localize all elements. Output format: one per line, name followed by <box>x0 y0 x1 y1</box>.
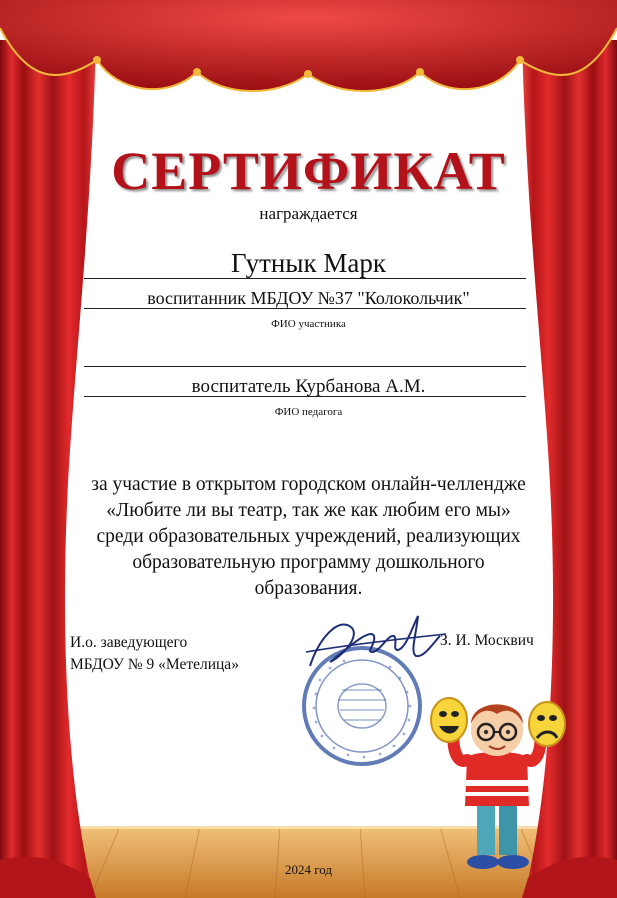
description-line: образовательную программу дошкольного <box>132 552 485 573</box>
description-line: образования. <box>254 578 363 599</box>
blank-underline <box>84 366 526 367</box>
description-line: за участие в открытом городском онлайн-челлендже <box>91 474 526 495</box>
awarded-label: награждается <box>259 204 358 223</box>
description-paragraph <box>60 472 557 602</box>
participant-name-underline <box>84 278 526 279</box>
participant-info-underline <box>84 308 526 309</box>
boy-with-masks-icon <box>425 680 575 880</box>
teacher-name-underline <box>84 396 526 397</box>
certificate-year: 2024 год <box>285 862 332 877</box>
certificate-title: СЕРТИФИКАТ <box>111 141 506 201</box>
teacher-name: воспитатель Курбанова А.М. <box>191 376 426 397</box>
description-line: «Любите ли вы театр, так же как любим его мы» <box>106 500 511 521</box>
signatory-line: МБДОУ № 9 «Метелица» <box>70 656 239 673</box>
participant-caption: ФИО участника <box>271 318 346 330</box>
participant-info: воспитанник МБДОУ №37 "Колокольчик" <box>147 288 470 308</box>
signatory-name: З. И. Москвич <box>440 632 534 649</box>
description-line: среди образовательных учреждений, реализующих <box>96 526 521 547</box>
participant-name: Гутнык Марк <box>231 248 386 278</box>
signature-icon <box>300 606 450 686</box>
signatory-position <box>70 632 239 676</box>
signatory-line: И.о. заведующего <box>70 634 188 651</box>
teacher-caption: ФИО педагога <box>274 406 343 418</box>
